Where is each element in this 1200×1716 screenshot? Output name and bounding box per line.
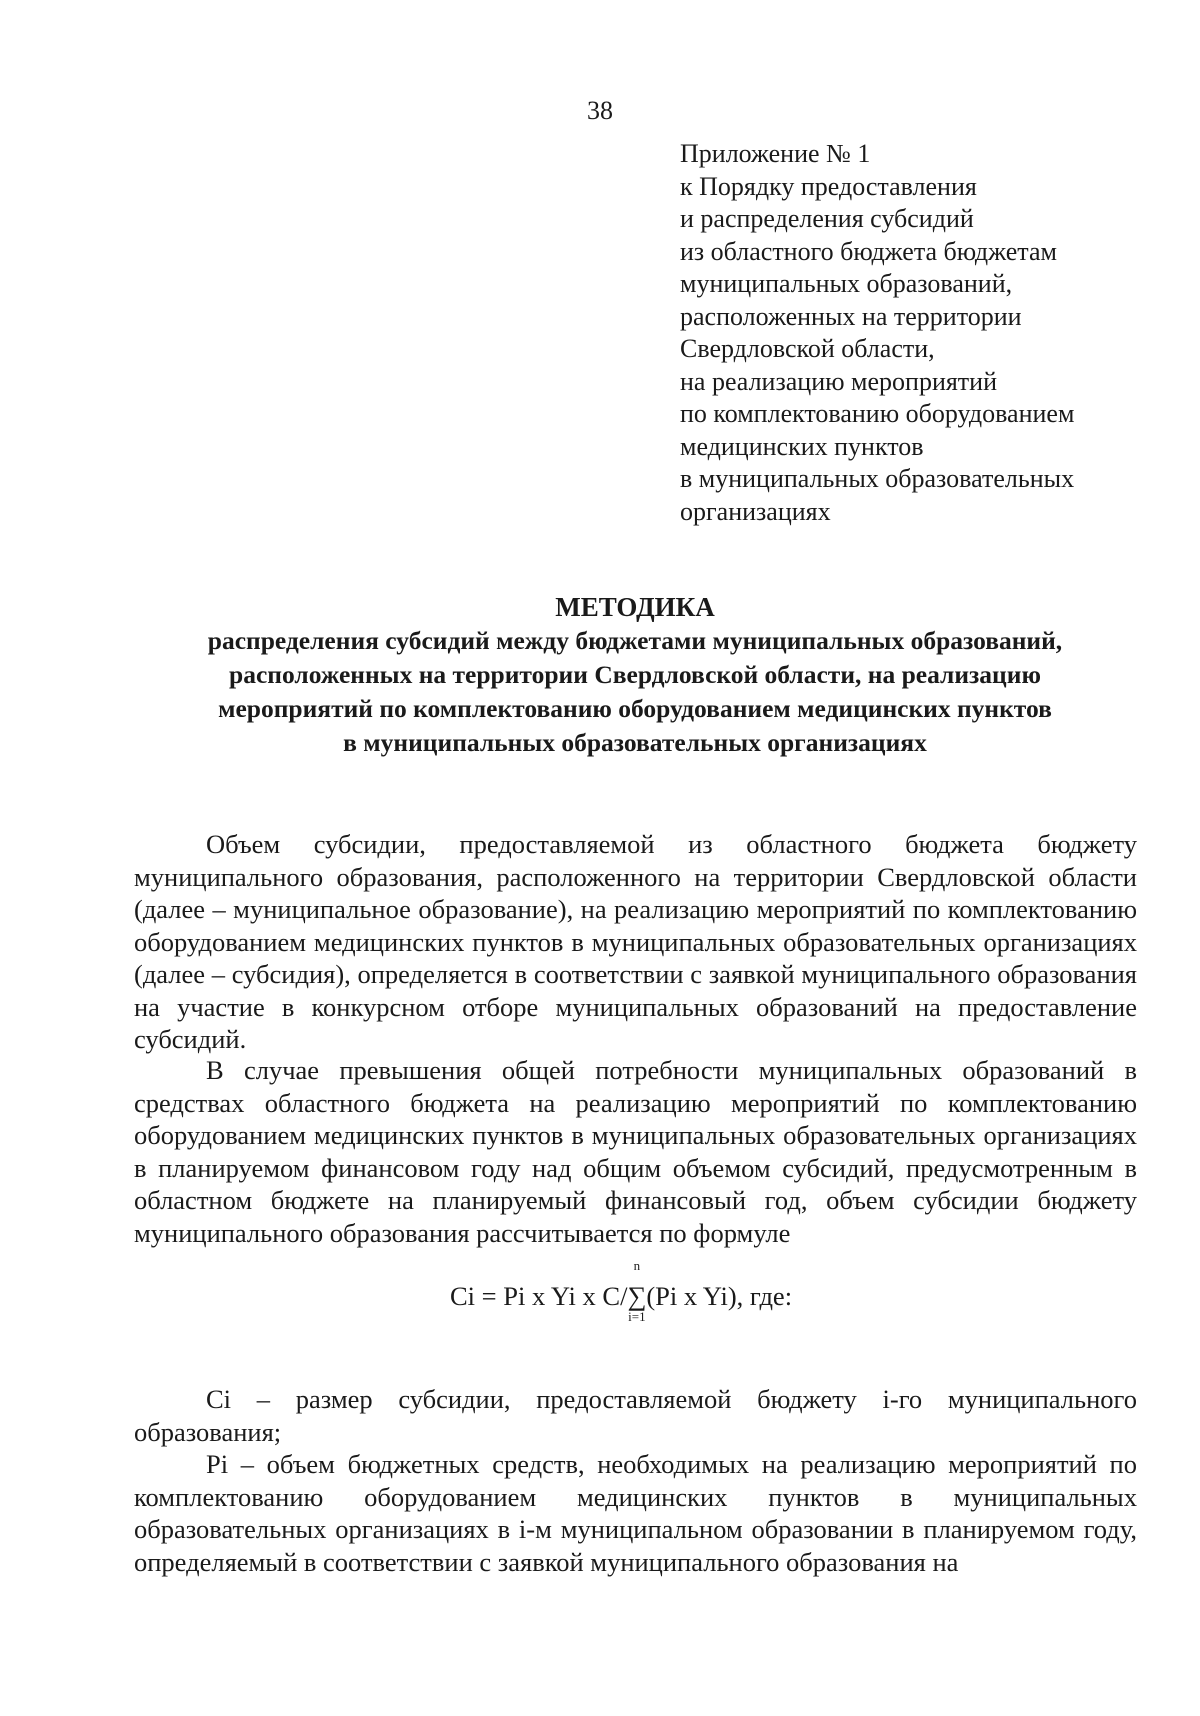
document-title: [130, 590, 1140, 760]
formula: [450, 1258, 870, 1324]
appendix-line: и распределения субсидий: [680, 204, 974, 233]
appendix-block: [680, 138, 1160, 528]
sum-symbol: ∑: [627, 1281, 647, 1311]
formula-left: Ci = Pi x Yi x C/: [450, 1281, 628, 1311]
appendix-line: из областного бюджета бюджетам: [680, 236, 1057, 266]
appendix-line: по комплектованию оборудованием: [680, 399, 1075, 428]
appendix-line: организациях: [680, 496, 831, 526]
title-main: МЕТОДИКА: [555, 592, 715, 622]
appendix-line: муниципальных образований,: [680, 269, 1013, 298]
title-sub-line: мероприятий по комплектованию оборудованием медицинских пунктов: [218, 694, 1052, 723]
appendix-line: медицинских пунктов: [680, 431, 924, 461]
paragraph-ci-definition: Ci – размер субсидии, предоставляемой бюджету i-го муниципального образования;: [134, 1384, 1137, 1447]
appendix-line: Свердловской области,: [680, 334, 935, 363]
sum-lower-limit: i=1: [628, 1309, 646, 1324]
appendix-line: на реализацию мероприятий: [680, 366, 998, 396]
title-sub-line: расположенных на территории Свердловской области, на реализацию: [229, 660, 1041, 689]
sum-upper-limit: n: [633, 1258, 641, 1273]
paragraph-pi-definition: Pi – объем бюджетных средств, необходимых на реализацию мероприятий по комплектованию оборудованием медицинских пунктов в муниципальных образовательных организациях в i-м муниципальном образовании в планируемом году, определяемый в соответствии с заявкой муниципального образования на: [134, 1449, 1137, 1577]
paragraph-excess-demand: В случае превышения общей потребности муниципальных образований в средствах областного бюджета на реализацию мероприятий по комплектованию оборудованием медицинских пунктов в муниципальных образовательных организациях в планируемом финансовом году над общим объемом субсидий, предусмотренным в областном бюджете на планируемый финансовый год, объем субсидии бюджету муниципального образования рассчитывается по формуле: [134, 1055, 1137, 1248]
title-subtitle: [130, 624, 1140, 760]
appendix-line: к Порядку предоставления: [680, 171, 977, 201]
title-sub-line: в муниципальных образовательных организациях: [343, 728, 927, 757]
appendix-line: Приложение № 1: [680, 139, 871, 168]
sum-operator: [627, 1258, 647, 1324]
appendix-line: расположенных на территории: [680, 301, 1022, 331]
formula-right: (Pi x Yi), где:: [646, 1281, 793, 1311]
title-sub-line: распределения субсидий между бюджетами муниципальных образований,: [207, 626, 1063, 655]
paragraph-subsidy-volume: Объем субсидии, предоставляемой из областного бюджета бюджету муниципального образования, расположенного на территории Свердловской области (далее – муниципальное образование), на реализацию мероприятий по комплектованию оборудованием медицинских пунктов в муниципальных образовательных организациях (далее – субсидия), определяется в соответствии с заявкой муниципального образования на участие в конкурсном отборе муниципальных образований на предоставление субсидий.: [134, 829, 1137, 1054]
appendix-line: в муниципальных образовательных: [680, 464, 1075, 493]
page-number: 38: [587, 96, 613, 125]
